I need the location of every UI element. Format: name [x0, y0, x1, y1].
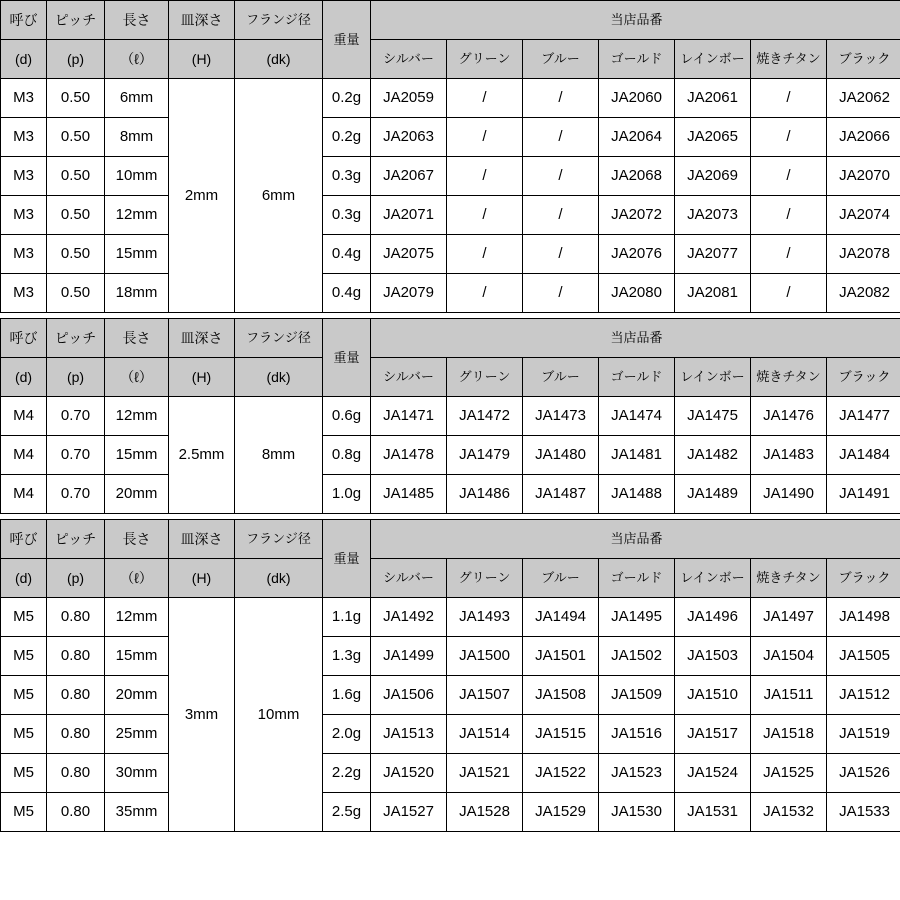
cell-weight: 2.0g [323, 715, 371, 754]
header-row-top [1, 520, 900, 559]
cell-product-code: / [447, 274, 523, 313]
table-row [1, 274, 900, 313]
cell-product-code: JA1473 [523, 397, 599, 436]
table-row [1, 196, 900, 235]
header-flange-dia-sub: (dk) [235, 559, 323, 598]
table-row [1, 118, 900, 157]
cell-product-code: JA2077 [675, 235, 751, 274]
header-pitch-sub: (p) [47, 559, 105, 598]
cell-product-code: JA1529 [523, 793, 599, 832]
table-row [1, 397, 900, 436]
cell-product-code: / [751, 118, 827, 157]
cell-product-code: JA2060 [599, 79, 675, 118]
cell-length: 15mm [105, 235, 169, 274]
header-color-6: ブラック [827, 559, 900, 598]
cell-product-code: JA2062 [827, 79, 900, 118]
cell-product-code: / [447, 157, 523, 196]
cell-product-code: JA1490 [751, 475, 827, 514]
header-pitch-sub: (p) [47, 358, 105, 397]
cell-weight: 0.6g [323, 397, 371, 436]
table-row [1, 676, 900, 715]
cell-weight: 0.8g [323, 436, 371, 475]
cell-product-code: / [447, 235, 523, 274]
cell-weight: 1.6g [323, 676, 371, 715]
header-row-bottom [1, 559, 900, 598]
cell-product-code: JA1487 [523, 475, 599, 514]
header-nominal-dia-sub: (d) [1, 559, 47, 598]
cell-product-code: / [523, 79, 599, 118]
cell-product-code: JA1477 [827, 397, 900, 436]
cell-length: 12mm [105, 196, 169, 235]
cell-pitch: 0.80 [47, 598, 105, 637]
header-pitch-sub: (p) [47, 40, 105, 79]
cell-product-code: JA1507 [447, 676, 523, 715]
cell-pitch: 0.70 [47, 475, 105, 514]
cell-product-code: JA1498 [827, 598, 900, 637]
cell-product-code: JA2081 [675, 274, 751, 313]
header-nominal-dia: 呼び [1, 1, 47, 40]
cell-product-code: JA1514 [447, 715, 523, 754]
cell-nominal-dia: M3 [1, 196, 47, 235]
cell-product-code: JA1522 [523, 754, 599, 793]
cell-product-code: JA1489 [675, 475, 751, 514]
cell-pitch: 0.80 [47, 676, 105, 715]
header-flange-dia: フランジ径 [235, 520, 323, 559]
cell-product-code: JA1484 [827, 436, 900, 475]
cell-product-code: JA1492 [371, 598, 447, 637]
cell-product-code: JA1530 [599, 793, 675, 832]
cell-pitch: 0.50 [47, 235, 105, 274]
cell-length: 15mm [105, 436, 169, 475]
header-row-bottom [1, 40, 900, 79]
cell-product-code: JA1524 [675, 754, 751, 793]
cell-product-code: JA2063 [371, 118, 447, 157]
cell-product-code: JA1502 [599, 637, 675, 676]
cell-product-code: JA1472 [447, 397, 523, 436]
table-row [1, 598, 900, 637]
cell-product-code: JA1495 [599, 598, 675, 637]
header-product-no: 当店品番 [371, 520, 900, 559]
cell-product-code: JA2068 [599, 157, 675, 196]
header-color-2: ブルー [523, 559, 599, 598]
cell-head-depth: 2mm [169, 79, 235, 313]
cell-product-code: JA1476 [751, 397, 827, 436]
cell-product-code: JA1501 [523, 637, 599, 676]
header-nominal-dia: 呼び [1, 520, 47, 559]
cell-product-code: JA1526 [827, 754, 900, 793]
header-length: 長さ [105, 520, 169, 559]
header-color-3: ゴールド [599, 358, 675, 397]
cell-length: 12mm [105, 598, 169, 637]
header-pitch: ピッチ [47, 520, 105, 559]
table-row [1, 235, 900, 274]
cell-product-code: JA2076 [599, 235, 675, 274]
cell-product-code: JA2061 [675, 79, 751, 118]
table-row [1, 475, 900, 514]
cell-product-code: JA2065 [675, 118, 751, 157]
cell-product-code: JA2069 [675, 157, 751, 196]
cell-nominal-dia: M5 [1, 637, 47, 676]
cell-product-code: JA1491 [827, 475, 900, 514]
cell-product-code: JA1532 [751, 793, 827, 832]
header-color-5: 焼きチタン [751, 358, 827, 397]
header-pitch: ピッチ [47, 319, 105, 358]
header-flange-dia: フランジ径 [235, 319, 323, 358]
cell-product-code: / [751, 157, 827, 196]
cell-pitch: 0.50 [47, 157, 105, 196]
cell-weight: 1.1g [323, 598, 371, 637]
spec-table-m4 [0, 318, 900, 514]
cell-product-code: JA1508 [523, 676, 599, 715]
cell-nominal-dia: M3 [1, 157, 47, 196]
cell-product-code: JA2082 [827, 274, 900, 313]
cell-product-code: JA1513 [371, 715, 447, 754]
header-product-no: 当店品番 [371, 1, 900, 40]
header-color-5: 焼きチタン [751, 559, 827, 598]
table-row [1, 793, 900, 832]
cell-length: 20mm [105, 475, 169, 514]
cell-product-code: JA2066 [827, 118, 900, 157]
cell-weight: 0.2g [323, 79, 371, 118]
cell-product-code: JA1527 [371, 793, 447, 832]
cell-product-code: JA2072 [599, 196, 675, 235]
cell-product-code: JA1510 [675, 676, 751, 715]
header-nominal-dia-sub: (d) [1, 40, 47, 79]
header-color-1: グリーン [447, 559, 523, 598]
cell-product-code: / [447, 118, 523, 157]
header-length-sub: （ℓ） [105, 358, 169, 397]
cell-product-code: / [447, 196, 523, 235]
cell-product-code: / [751, 79, 827, 118]
header-length-sub: （ℓ） [105, 559, 169, 598]
cell-weight: 0.4g [323, 274, 371, 313]
header-head-depth: 皿深さ [169, 520, 235, 559]
cell-pitch: 0.80 [47, 793, 105, 832]
header-nominal-dia: 呼び [1, 319, 47, 358]
header-color-4: レインボー [675, 358, 751, 397]
table-row [1, 637, 900, 676]
table-row [1, 79, 900, 118]
cell-product-code: JA1486 [447, 475, 523, 514]
header-row-top [1, 319, 900, 358]
cell-product-code: JA2078 [827, 235, 900, 274]
header-color-2: ブルー [523, 358, 599, 397]
cell-head-depth: 3mm [169, 598, 235, 832]
cell-pitch: 0.50 [47, 79, 105, 118]
header-color-3: ゴールド [599, 40, 675, 79]
cell-product-code: JA1520 [371, 754, 447, 793]
table-row [1, 715, 900, 754]
cell-product-code: JA1494 [523, 598, 599, 637]
cell-product-code: / [751, 196, 827, 235]
cell-length: 6mm [105, 79, 169, 118]
header-weight: 重量 [323, 1, 371, 79]
cell-product-code: JA2079 [371, 274, 447, 313]
cell-product-code: / [751, 274, 827, 313]
cell-product-code: JA1505 [827, 637, 900, 676]
cell-product-code: JA1500 [447, 637, 523, 676]
header-length-sub: （ℓ） [105, 40, 169, 79]
cell-length: 15mm [105, 637, 169, 676]
cell-product-code: JA2067 [371, 157, 447, 196]
cell-length: 25mm [105, 715, 169, 754]
cell-product-code: JA1525 [751, 754, 827, 793]
cell-product-code: JA1496 [675, 598, 751, 637]
cell-product-code: JA1481 [599, 436, 675, 475]
header-length: 長さ [105, 319, 169, 358]
cell-product-code: JA1523 [599, 754, 675, 793]
header-head-depth: 皿深さ [169, 1, 235, 40]
cell-pitch: 0.80 [47, 637, 105, 676]
table-row [1, 754, 900, 793]
cell-product-code: / [523, 235, 599, 274]
cell-pitch: 0.70 [47, 397, 105, 436]
header-color-6: ブラック [827, 40, 900, 79]
cell-nominal-dia: M5 [1, 715, 47, 754]
cell-weight: 1.3g [323, 637, 371, 676]
spec-table-m3 [0, 0, 900, 313]
cell-product-code: JA2080 [599, 274, 675, 313]
cell-nominal-dia: M3 [1, 118, 47, 157]
cell-product-code: JA1512 [827, 676, 900, 715]
header-nominal-dia-sub: (d) [1, 358, 47, 397]
header-row-top [1, 1, 900, 40]
cell-length: 10mm [105, 157, 169, 196]
cell-product-code: JA2064 [599, 118, 675, 157]
cell-product-code: JA1509 [599, 676, 675, 715]
cell-weight: 1.0g [323, 475, 371, 514]
table-row [1, 157, 900, 196]
cell-product-code: JA1511 [751, 676, 827, 715]
cell-length: 18mm [105, 274, 169, 313]
cell-weight: 0.4g [323, 235, 371, 274]
header-color-1: グリーン [447, 358, 523, 397]
header-color-4: レインボー [675, 559, 751, 598]
header-pitch: ピッチ [47, 1, 105, 40]
header-head-depth: 皿深さ [169, 319, 235, 358]
header-color-0: シルバー [371, 358, 447, 397]
cell-product-code: / [523, 157, 599, 196]
cell-product-code: JA1521 [447, 754, 523, 793]
cell-flange-dia: 8mm [235, 397, 323, 514]
cell-flange-dia: 6mm [235, 79, 323, 313]
cell-nominal-dia: M5 [1, 793, 47, 832]
cell-product-code: JA2074 [827, 196, 900, 235]
cell-product-code: JA2071 [371, 196, 447, 235]
cell-pitch: 0.80 [47, 754, 105, 793]
header-head-depth-sub: (H) [169, 358, 235, 397]
cell-product-code: / [523, 196, 599, 235]
header-head-depth-sub: (H) [169, 559, 235, 598]
header-color-5: 焼きチタン [751, 40, 827, 79]
cell-product-code: JA1497 [751, 598, 827, 637]
cell-product-code: JA1483 [751, 436, 827, 475]
spec-table-m5 [0, 519, 900, 832]
cell-product-code: JA1506 [371, 676, 447, 715]
header-color-6: ブラック [827, 358, 900, 397]
header-color-1: グリーン [447, 40, 523, 79]
cell-nominal-dia: M3 [1, 79, 47, 118]
table-row [1, 436, 900, 475]
header-color-0: シルバー [371, 40, 447, 79]
cell-weight: 2.5g [323, 793, 371, 832]
header-length: 長さ [105, 1, 169, 40]
header-row-bottom [1, 358, 900, 397]
cell-product-code: JA2070 [827, 157, 900, 196]
header-product-no: 当店品番 [371, 319, 900, 358]
cell-product-code: JA1517 [675, 715, 751, 754]
cell-weight: 0.3g [323, 157, 371, 196]
cell-product-code: JA1528 [447, 793, 523, 832]
cell-length: 30mm [105, 754, 169, 793]
cell-length: 35mm [105, 793, 169, 832]
cell-product-code: JA1474 [599, 397, 675, 436]
cell-nominal-dia: M3 [1, 274, 47, 313]
cell-pitch: 0.50 [47, 274, 105, 313]
cell-product-code: JA1493 [447, 598, 523, 637]
cell-product-code: JA1482 [675, 436, 751, 475]
cell-product-code: JA1485 [371, 475, 447, 514]
cell-head-depth: 2.5mm [169, 397, 235, 514]
cell-length: 12mm [105, 397, 169, 436]
header-color-0: シルバー [371, 559, 447, 598]
cell-length: 20mm [105, 676, 169, 715]
cell-product-code: / [523, 118, 599, 157]
header-flange-dia-sub: (dk) [235, 358, 323, 397]
header-color-2: ブルー [523, 40, 599, 79]
cell-length: 8mm [105, 118, 169, 157]
cell-product-code: JA1478 [371, 436, 447, 475]
cell-nominal-dia: M4 [1, 436, 47, 475]
cell-product-code: JA2073 [675, 196, 751, 235]
cell-product-code: / [447, 79, 523, 118]
cell-nominal-dia: M4 [1, 397, 47, 436]
cell-weight: 0.2g [323, 118, 371, 157]
cell-nominal-dia: M5 [1, 676, 47, 715]
cell-pitch: 0.50 [47, 196, 105, 235]
cell-product-code: JA1499 [371, 637, 447, 676]
cell-product-code: JA1479 [447, 436, 523, 475]
cell-product-code: JA1475 [675, 397, 751, 436]
header-head-depth-sub: (H) [169, 40, 235, 79]
cell-pitch: 0.70 [47, 436, 105, 475]
cell-product-code: / [751, 235, 827, 274]
cell-product-code: JA1533 [827, 793, 900, 832]
header-flange-dia-sub: (dk) [235, 40, 323, 79]
cell-product-code: JA1519 [827, 715, 900, 754]
cell-product-code: JA1516 [599, 715, 675, 754]
cell-nominal-dia: M5 [1, 598, 47, 637]
header-color-4: レインボー [675, 40, 751, 79]
cell-product-code: JA1518 [751, 715, 827, 754]
cell-product-code: JA2059 [371, 79, 447, 118]
cell-product-code: JA2075 [371, 235, 447, 274]
cell-nominal-dia: M5 [1, 754, 47, 793]
cell-product-code: JA1503 [675, 637, 751, 676]
header-color-3: ゴールド [599, 559, 675, 598]
cell-product-code: JA1480 [523, 436, 599, 475]
cell-pitch: 0.50 [47, 118, 105, 157]
cell-product-code: JA1531 [675, 793, 751, 832]
cell-nominal-dia: M4 [1, 475, 47, 514]
cell-weight: 0.3g [323, 196, 371, 235]
cell-product-code: / [523, 274, 599, 313]
cell-product-code: JA1515 [523, 715, 599, 754]
cell-product-code: JA1471 [371, 397, 447, 436]
cell-weight: 2.2g [323, 754, 371, 793]
cell-pitch: 0.80 [47, 715, 105, 754]
header-flange-dia: フランジ径 [235, 1, 323, 40]
header-weight: 重量 [323, 520, 371, 598]
cell-product-code: JA1504 [751, 637, 827, 676]
cell-flange-dia: 10mm [235, 598, 323, 832]
cell-product-code: JA1488 [599, 475, 675, 514]
header-weight: 重量 [323, 319, 371, 397]
cell-nominal-dia: M3 [1, 235, 47, 274]
